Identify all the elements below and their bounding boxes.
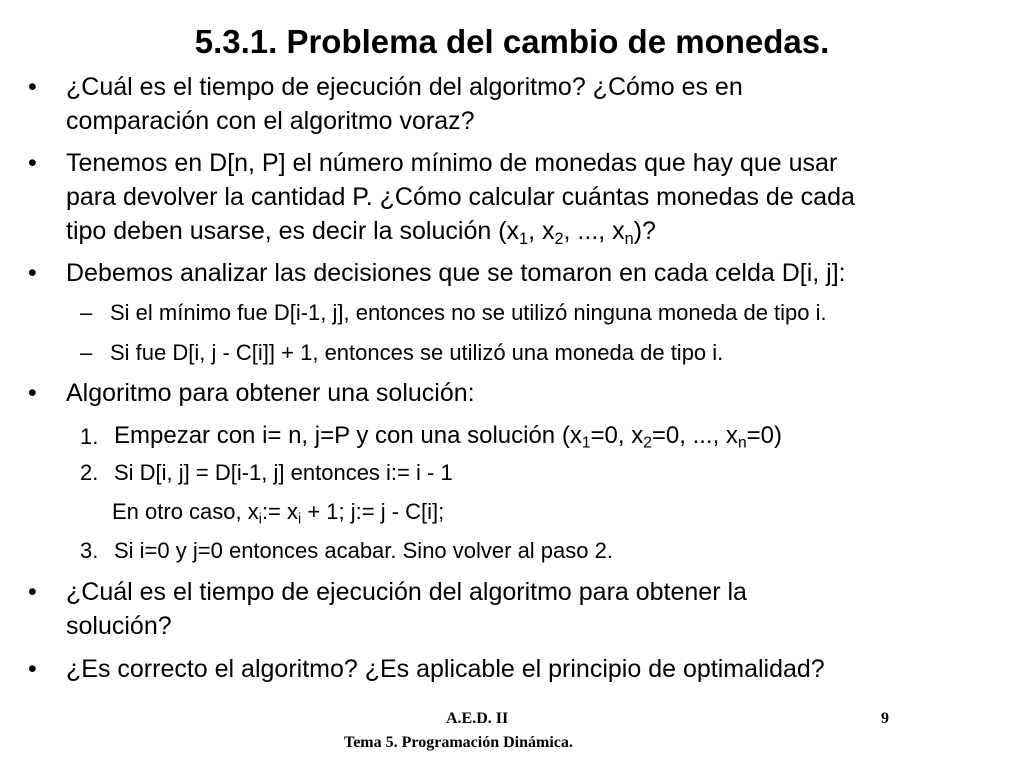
footer-course: A.E.D. II <box>446 710 509 727</box>
text-run: =0, x <box>590 422 644 449</box>
bullet-line: ¿Cuál es el tiempo de ejecución del algoritmo? ¿Cómo es en <box>66 73 743 101</box>
subscript: 1 <box>581 434 591 452</box>
subscript: n <box>737 434 747 452</box>
subscript: i <box>258 511 262 528</box>
text-run: Empezar con i= n, j=P y con una solución (x <box>114 422 582 449</box>
bullet-line: ¿Es correcto el algoritmo? ¿Es aplicable el principio de optimalidad? <box>66 655 825 683</box>
bullet-line: solución? <box>66 612 172 640</box>
page-number: 9 <box>881 710 889 727</box>
bullet-marker: • <box>28 259 37 287</box>
bullet-solution-time <box>66 575 1006 643</box>
text-run: + 1; j:= j - C[i]; <box>301 499 445 524</box>
text-run: En otro caso, x <box>112 499 259 524</box>
subscript: 1 <box>519 229 529 248</box>
bullet-algorithm <box>66 376 1006 410</box>
text-run: tipo deben usarse, es decir la solución (x <box>66 217 520 245</box>
step-2: Si D[i, j] = D[i-1, j] entonces i:= i - 1 <box>114 460 453 485</box>
slide-title: 5.3.1. Problema del cambio de monedas. <box>194 23 830 60</box>
step-2-else <box>112 497 444 527</box>
text-run: =0) <box>746 422 782 449</box>
bullet-correctness <box>66 652 1006 686</box>
sub-item-min-previous: Si el mínimo fue D[i-1, j], entonces no se utilizó ninguna moneda de tipo i. <box>110 300 827 325</box>
bullet-marker: • <box>28 578 37 606</box>
bullet-analyze-decisions <box>66 256 1006 290</box>
bullet-marker: • <box>28 379 37 407</box>
subscript: 2 <box>554 229 564 248</box>
text-run: , x <box>528 217 555 245</box>
bullet-line: Debemos analizar las decisiones que se tomaron en cada celda D[i, j]: <box>66 259 846 287</box>
bullet-line: comparación con el algoritmo voraz? <box>66 107 475 135</box>
dash-marker: – <box>80 300 93 325</box>
subscript: n <box>624 229 634 248</box>
text-run: , ..., x <box>563 217 625 245</box>
bullet-marker: • <box>28 73 37 101</box>
bullet-line: para devolver la cantidad P. ¿Cómo calcular cuántas monedas de cada <box>66 183 855 211</box>
footer-subtitle: Tema 5. Programación Dinámica. <box>344 734 573 751</box>
bullet-line: Tenemos en D[n, P] el número mínimo de monedas que hay que usar <box>66 149 838 177</box>
dash-marker: – <box>80 340 93 365</box>
bullet-line: Algoritmo para obtener una solución: <box>66 379 475 407</box>
step-1 <box>114 421 782 451</box>
sub-item-min-used: Si fue D[i, j - C[i]] + 1, entonces se utilizó una moneda de tipo i. <box>110 340 724 365</box>
bullet-marker: • <box>28 149 37 177</box>
bullet-marker: • <box>28 655 37 683</box>
step-number: 3. <box>80 538 99 563</box>
text-run: := x <box>261 499 299 524</box>
text-run: )? <box>633 217 656 245</box>
text-run: =0, ..., x <box>651 422 738 449</box>
subscript: 2 <box>643 434 652 452</box>
bullet-line: ¿Cuál es el tiempo de ejecución del algoritmo para obtener la <box>66 578 747 606</box>
bullet-line <box>66 214 1006 248</box>
bullet-table-solution <box>66 146 1006 248</box>
step-number: 1. <box>80 424 99 449</box>
bullet-execution-time <box>66 70 1006 138</box>
step-number: 2. <box>80 460 99 485</box>
subscript: i <box>298 511 302 528</box>
step-3: Si i=0 y j=0 entonces acabar. Sino volver al paso 2. <box>114 538 613 563</box>
